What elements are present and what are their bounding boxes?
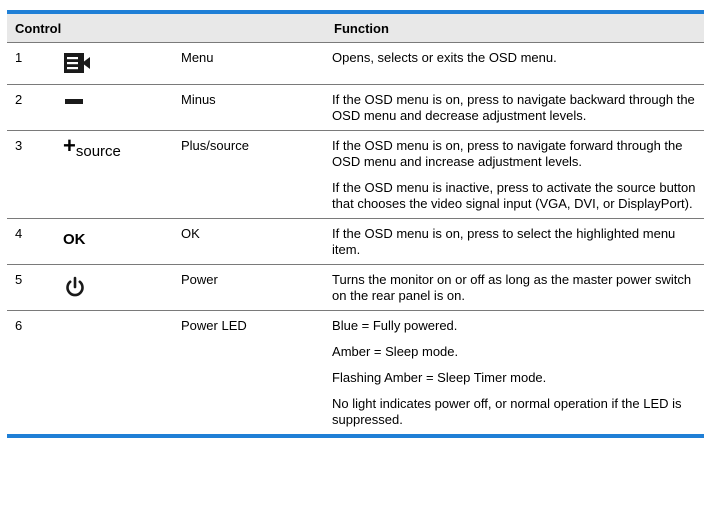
row-label: Power LED bbox=[181, 318, 247, 333]
row-label: Menu bbox=[181, 50, 214, 65]
row-label: Power bbox=[181, 272, 218, 287]
function-text: If the OSD menu is inactive, press to activate the source button that chooses the video signal input (VGA, DVI, or DisplayPort). bbox=[332, 180, 696, 211]
header-row bbox=[7, 14, 704, 43]
row-icon bbox=[55, 43, 173, 85]
row-icon bbox=[55, 85, 173, 131]
table-row bbox=[7, 43, 704, 85]
bottom-rule bbox=[7, 434, 704, 438]
row-function bbox=[326, 131, 704, 219]
row-number: 5 bbox=[15, 272, 23, 287]
power-icon bbox=[63, 275, 87, 299]
function-text: If the OSD menu is on, press to navigate backward through the OSD menu and decrease adjustment levels. bbox=[332, 92, 695, 123]
minus-icon bbox=[65, 99, 83, 104]
source-icon-text: source bbox=[75, 143, 121, 160]
row-number: 6 bbox=[15, 318, 23, 333]
row-label: Plus/source bbox=[181, 138, 249, 153]
function-text: Opens, selects or exits the OSD menu. bbox=[332, 50, 557, 65]
table-row bbox=[7, 311, 704, 435]
ok-icon: OK bbox=[63, 231, 86, 248]
plus-source-icon bbox=[63, 133, 121, 160]
header-control: Control bbox=[7, 14, 326, 43]
table-row bbox=[7, 131, 704, 219]
table-row bbox=[7, 265, 704, 311]
row-function bbox=[326, 85, 704, 131]
row-label: OK bbox=[181, 226, 200, 241]
row-function bbox=[326, 311, 704, 435]
row-number: 4 bbox=[15, 226, 23, 241]
controls-table-wrap bbox=[7, 10, 704, 438]
row-number: 2 bbox=[15, 92, 23, 107]
function-text: Flashing Amber = Sleep Timer mode. bbox=[332, 370, 547, 385]
controls-table bbox=[7, 14, 704, 434]
row-icon bbox=[55, 265, 173, 311]
table-row bbox=[7, 219, 704, 265]
function-text: Blue = Fully powered. bbox=[332, 318, 458, 333]
row-label: Minus bbox=[181, 92, 216, 107]
row-number: 1 bbox=[15, 50, 23, 65]
row-function bbox=[326, 265, 704, 311]
row-function bbox=[326, 43, 704, 85]
function-text: Turns the monitor on or off as long as the master power switch on the rear panel is on. bbox=[332, 272, 692, 303]
function-text: If the OSD menu is on, press to navigate forward through the OSD menu and increase adjustment levels. bbox=[332, 138, 683, 169]
table-row bbox=[7, 85, 704, 131]
row-icon bbox=[55, 311, 173, 435]
plus-icon: + bbox=[63, 133, 76, 158]
function-text: If the OSD menu is on, press to select the highlighted menu item. bbox=[332, 226, 676, 257]
header-function: Function bbox=[326, 14, 704, 43]
function-text: No light indicates power off, or normal operation if the LED is suppressed. bbox=[332, 396, 682, 427]
row-function bbox=[326, 219, 704, 265]
row-number: 3 bbox=[15, 138, 23, 153]
function-text: Amber = Sleep mode. bbox=[332, 344, 459, 359]
menu-icon bbox=[63, 52, 91, 74]
row-icon bbox=[55, 219, 173, 265]
row-icon bbox=[55, 131, 173, 219]
